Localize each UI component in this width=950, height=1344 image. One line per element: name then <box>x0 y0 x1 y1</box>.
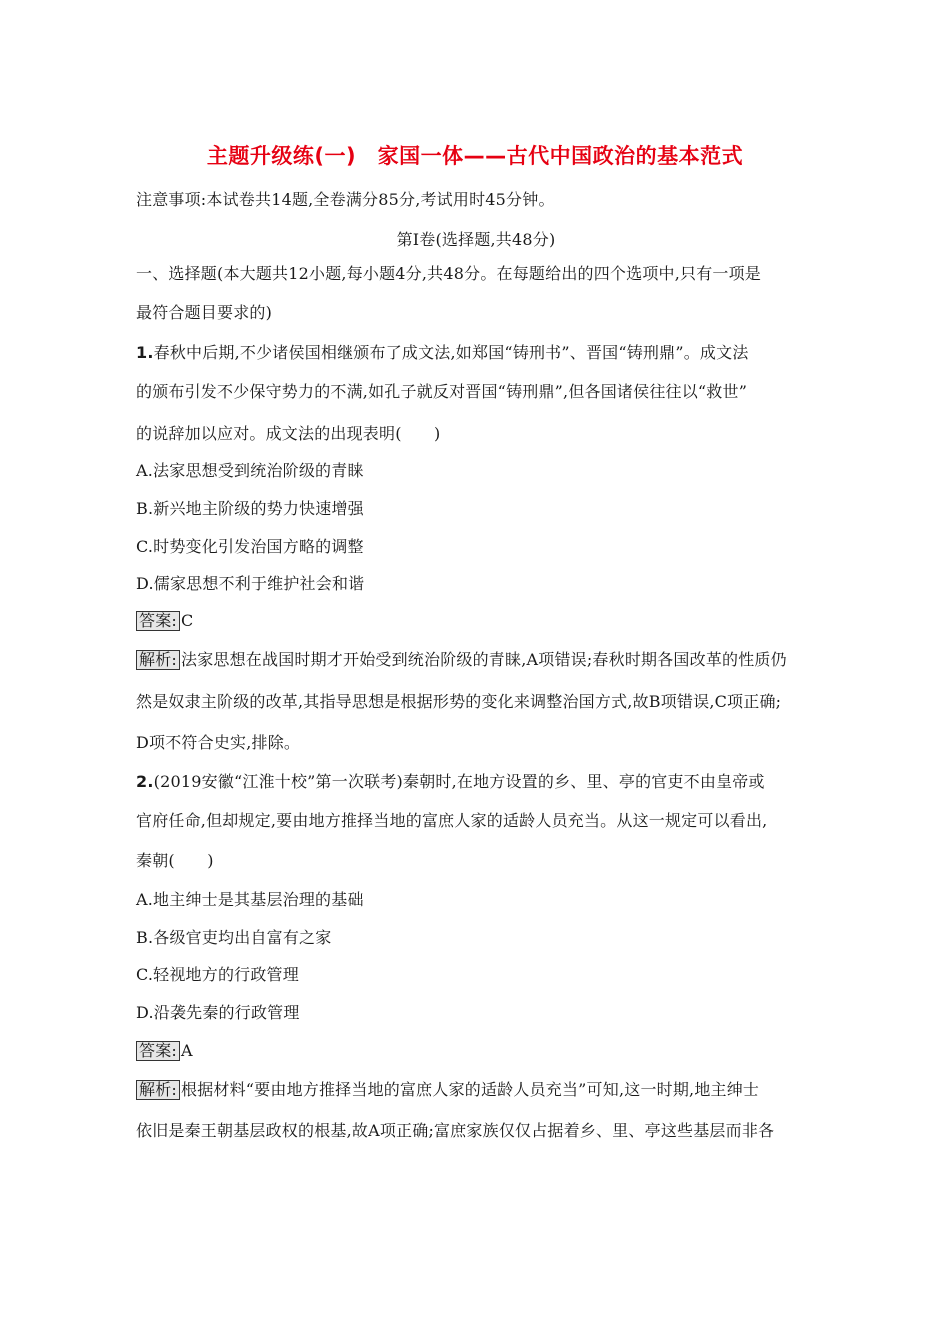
question-1-answer-value: C <box>181 611 194 630</box>
question-1-option-a: A.法家思想受到统治阶级的青睐 <box>136 461 364 480</box>
page-title: 主题升级练(一) 家国一体——古代中国政治的基本范式 <box>206 144 744 168</box>
question-2-number: 2. <box>136 772 154 791</box>
analysis-label: 解析: <box>136 650 180 670</box>
question-1-analysis-line-1 <box>136 650 826 670</box>
section-title: 第Ⅰ卷(选择题,共48分) <box>396 230 556 249</box>
notice-text: 注意事项:本试卷共14题,全卷满分85分,考试用时45分钟。 <box>136 190 555 209</box>
instructions-line-1: 一、选择题(本大题共12小题,每小题4分,共48分。在每题给出的四个选项中,只有一项是 <box>136 264 761 283</box>
question-1-number: 1. <box>136 343 154 362</box>
question-1-answer <box>136 611 826 631</box>
analysis-label: 解析: <box>136 1080 180 1100</box>
question-2-option-c: C.轻视地方的行政管理 <box>136 965 299 984</box>
question-2-stem-line-2: 官府任命,但却规定,要由地方推择当地的富庶人家的适龄人员充当。从这一规定可以看出, <box>136 811 768 830</box>
question-1-stem-line-2: 的颁布引发不少保守势力的不满,如孔子就反对晋国“铸刑鼎”,但各国诸侯往往以“救世” <box>136 382 748 401</box>
question-1-analysis-line-3: D项不符合史实,排除。 <box>136 733 301 752</box>
question-1-analysis-text: 法家思想在战国时期才开始受到统治阶级的青睐,A项错误;春秋时期各国改革的性质仍 <box>181 650 787 669</box>
question-2-option-d: D.沿袭先秦的行政管理 <box>136 1003 300 1022</box>
question-2-stem-text: (2019安徽“江淮十校”第一次联考)秦朝时,在地方设置的乡、里、亭的官吏不由皇帝或 <box>153 772 765 791</box>
question-2-analysis-line-1 <box>136 1080 826 1100</box>
question-1-stem-line-1 <box>136 343 826 363</box>
question-2-option-a: A.地主绅士是其基层治理的基础 <box>136 890 364 909</box>
question-1-stem-text: 春秋中后期,不少诸侯国相继颁布了成文法,如郑国“铸刑书”、晋国“铸刑鼎”。成文法 <box>153 343 749 362</box>
question-2-stem-line-3: 秦朝( ) <box>136 851 214 870</box>
answer-label: 答案: <box>136 611 180 631</box>
question-1-option-b: B.新兴地主阶级的势力快速增强 <box>136 499 364 518</box>
question-2-answer-value: A <box>181 1041 193 1060</box>
question-2-analysis-line-2: 依旧是秦王朝基层政权的根基,故A项正确;富庶家族仅仅占据着乡、里、亭这些基层而非各 <box>136 1121 775 1140</box>
question-1-stem-line-3: 的说辞加以应对。成文法的出现表明( ) <box>136 424 441 443</box>
question-1-option-d: D.儒家思想不利于维护社会和谐 <box>136 574 365 593</box>
question-2-stem-line-1 <box>136 772 826 792</box>
question-1-analysis-line-2: 然是奴隶主阶级的改革,其指导思想是根据形势的变化来调整治国方式,故B项错误,C项正确; <box>136 692 782 711</box>
question-2-option-b: B.各级官吏均出自富有之家 <box>136 928 332 947</box>
question-2-analysis-text: 根据材料“要由地方推择当地的富庶人家的适龄人员充当”可知,这一时期,地主绅士 <box>181 1080 760 1099</box>
question-1-option-c: C.时势变化引发治国方略的调整 <box>136 537 364 556</box>
answer-label: 答案: <box>136 1041 180 1061</box>
question-2-answer <box>136 1041 826 1061</box>
instructions-line-2: 最符合题目要求的) <box>136 303 273 322</box>
